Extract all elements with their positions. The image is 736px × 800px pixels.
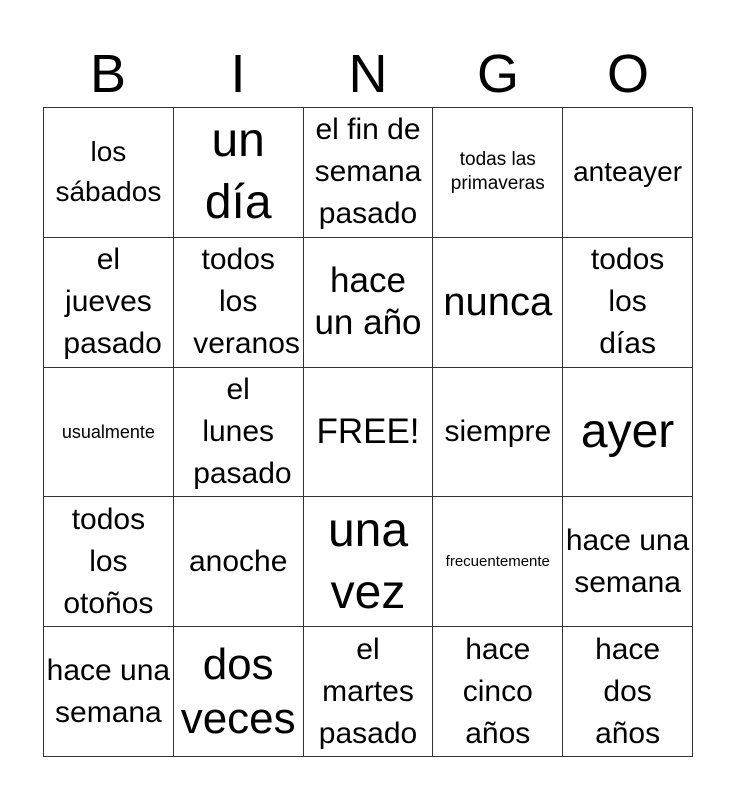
cell-text: todos los otoños [63,502,154,620]
bingo-header [43,42,693,106]
bingo-cell-r1c5[interactable] [563,108,693,238]
bingo-cell-r5c4[interactable] [433,627,563,757]
bingo-cell-r3c5[interactable] [563,368,693,498]
cell-text: ayer [580,404,675,458]
bingo-cell-r2c1[interactable] [44,238,174,368]
cell-text: todas las primaveras [450,149,545,195]
bingo-cell-r4c1[interactable] [44,497,174,627]
cell-text: FREE! [316,411,420,451]
cell-text: el lunes pasado [193,372,292,490]
cell-text: el jueves pasado [63,243,162,361]
header-letter-g: G [476,44,519,104]
cell-text: todos los días [590,243,665,361]
bingo-cell-r3c1[interactable] [44,368,174,498]
cell-text: todos los veranos [193,243,300,361]
bingo-cell-r3c2[interactable] [174,368,304,498]
cell-text: el martes pasado [318,632,418,750]
bingo-cell-r5c5[interactable] [563,627,693,757]
bingo-cell-r4c2[interactable] [174,497,304,627]
cell-text: los sábados [55,136,162,208]
cell-text: hace cinco años [462,632,533,750]
bingo-cell-r1c2[interactable] [174,108,304,238]
cell-text: anoche [188,544,288,578]
bingo-cell-r1c4[interactable] [433,108,563,238]
cell-text: una vez [327,503,409,619]
bingo-cell-r1c3[interactable] [304,108,434,238]
cell-text: el fin de semana pasado [314,113,422,231]
bingo-cell-r1c1[interactable] [44,108,174,238]
bingo-cell-r3c4[interactable] [433,368,563,498]
header-letter-b: B [89,44,127,104]
header-letter-i: I [230,44,246,104]
cell-text: usualmente [61,421,155,442]
cell-text: frecuentemente [445,552,550,570]
header-letter-n: N [348,44,388,104]
bingo-cell-r5c3[interactable] [304,627,434,757]
cell-text: hace dos años [595,632,661,750]
cell-text: un día [204,114,272,230]
bingo-cell-r5c2[interactable] [174,627,304,757]
bingo-cell-r4c4[interactable] [433,497,563,627]
cell-text: hace una semana [46,653,171,729]
bingo-cell-r5c1[interactable] [44,627,174,757]
bingo-grid [43,107,693,757]
cell-text: hace una semana [565,523,690,599]
cell-text: dos veces [180,639,296,743]
cell-text: nunca [443,280,553,325]
bingo-cell-r2c5[interactable] [563,238,693,368]
bingo-cell-r4c3[interactable] [304,497,434,627]
cell-text: siempre [444,414,552,448]
cell-text: hace un año [314,261,422,343]
bingo-cell-r2c4[interactable] [433,238,563,368]
bingo-cell-r4c5[interactable] [563,497,693,627]
header-letter-o: O [606,44,649,104]
cell-text: anteayer [573,156,683,188]
bingo-cell-r2c2[interactable] [174,238,304,368]
bingo-cell-r3c3[interactable] [304,368,434,498]
bingo-cell-r2c3[interactable] [304,238,434,368]
